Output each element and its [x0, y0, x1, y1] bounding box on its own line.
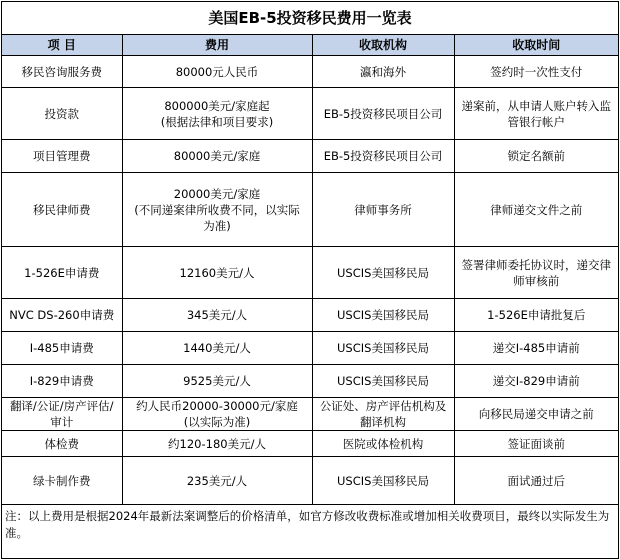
cell-time-line: 1-526E申请批复后 — [487, 308, 586, 322]
cell-time-line: 锁定名额前 — [507, 149, 565, 163]
cell-time-line: 签约时一次性支付 — [490, 64, 583, 79]
cell-fee-line: (不同递案律所收费不同，以实际 — [134, 202, 300, 217]
cell-item-line: 审计 — [50, 415, 74, 429]
header-time: 收取时间 — [454, 35, 618, 56]
cell-time-line: 师审核前 — [513, 273, 560, 288]
cell-time — [454, 299, 618, 332]
table-row — [2, 247, 618, 299]
cell-fee-line: 345美元/人 — [186, 308, 248, 322]
cell-fee-line: 1440美元/人 — [183, 341, 251, 355]
cell-fee — [122, 365, 312, 398]
cell-item — [2, 332, 122, 365]
cell-item-line: 绿卡制作费 — [33, 473, 91, 488]
cell-fee — [122, 332, 312, 365]
cell-time — [454, 457, 618, 505]
table-row — [2, 457, 618, 505]
cell-time-line: 递交I-485申请前 — [492, 341, 580, 355]
cell-item — [2, 247, 122, 299]
cell-time-line: 签署律师委托协议时，递交律 — [461, 257, 611, 272]
cell-org-line: EB-5投资移民项目公司 — [323, 149, 443, 163]
cell-org-line: 瀛和海外 — [360, 64, 406, 79]
cell-time-line: 管银行帐户 — [507, 114, 565, 129]
cell-item-line: I-829申请费 — [29, 374, 94, 388]
table-row — [2, 173, 618, 247]
footnote: 注：以上费用是根据2024年最新法案调整后的价格清单，如官方修改收费标准或增加相关收费项目，最终以实际发生为准。 — [5, 509, 610, 540]
cell-org — [312, 365, 454, 398]
table-header-row — [2, 35, 618, 56]
cell-fee-line: 20000美元/家庭 — [173, 186, 261, 201]
table-row — [2, 299, 618, 332]
cell-fee — [122, 88, 312, 140]
header-fee: 费用 — [122, 35, 312, 56]
cell-fee-line: 12160美元/人 — [179, 265, 255, 280]
cell-fee — [122, 398, 312, 431]
cell-item-line: 移民律师费 — [33, 202, 91, 217]
cell-item-line: NVC DS-260申请费 — [9, 308, 115, 322]
fee-table-sheet — [1, 1, 619, 559]
cell-fee-line: 80000元人民币 — [175, 64, 259, 79]
cell-time — [454, 247, 618, 299]
cell-fee — [122, 173, 312, 247]
cell-org — [312, 398, 454, 431]
cell-fee-line: 9525美元/人 — [183, 374, 251, 388]
cell-item-line: 1-526E申请费 — [24, 265, 100, 280]
cell-org — [312, 332, 454, 365]
cell-time — [454, 398, 618, 431]
cell-time — [454, 88, 618, 140]
cell-time-line: 签证面谈前 — [507, 436, 565, 451]
cell-item-line: 翻译/公证/房产评估/ — [9, 399, 114, 413]
cell-org — [312, 457, 454, 505]
cell-org-line: EB-5投资移民项目公司 — [323, 106, 443, 121]
cell-fee-line: (以实际为准) — [183, 415, 251, 429]
cell-item-line: 体检费 — [44, 436, 79, 451]
cell-time-line: 递案前，从申请人账户转入监 — [461, 98, 611, 113]
cell-org-line: USCIS美国移民局 — [337, 308, 429, 322]
cell-time — [454, 365, 618, 398]
cell-time-line: 递交I-829申请前 — [492, 374, 580, 388]
cell-fee — [122, 431, 312, 457]
cell-item-line: 移民咨询服务费 — [21, 64, 102, 79]
cell-fee-line: 约人民币20000-30000元/家庭 — [136, 399, 298, 413]
table-title: 美国EB-5投资移民费用一览表 — [2, 2, 618, 35]
cell-org — [312, 431, 454, 457]
cell-item-line: 项目管理费 — [33, 149, 91, 163]
cell-fee — [122, 457, 312, 505]
cell-org-line: USCIS美国移民局 — [337, 374, 429, 388]
cell-item — [2, 56, 122, 88]
cell-time — [454, 332, 618, 365]
cell-org-line: USCIS美国移民局 — [337, 341, 429, 355]
cell-item — [2, 398, 122, 431]
table-row — [2, 56, 618, 88]
cell-item-line: 投资款 — [44, 106, 79, 121]
fee-table — [2, 35, 618, 505]
cell-org — [312, 247, 454, 299]
cell-item — [2, 365, 122, 398]
table-row — [2, 88, 618, 140]
cell-fee-line: 为准) — [203, 218, 231, 233]
cell-fee — [122, 299, 312, 332]
cell-fee — [122, 140, 312, 173]
cell-org-line: USCIS美国移民局 — [337, 265, 429, 280]
cell-org-line: 律师事务所 — [354, 202, 412, 217]
cell-time-line: 面试通过后 — [507, 473, 565, 488]
cell-fee-line: 约120-180美元/人 — [168, 436, 266, 451]
cell-org — [312, 56, 454, 88]
table-row — [2, 398, 618, 431]
cell-fee-line: 80000美元/家庭 — [173, 149, 261, 163]
cell-item — [2, 457, 122, 505]
cell-org — [312, 299, 454, 332]
table-row — [2, 365, 618, 398]
cell-time — [454, 431, 618, 457]
cell-item — [2, 88, 122, 140]
cell-org-line: 公证处、房产评估机构及 — [319, 399, 447, 413]
cell-item — [2, 140, 122, 173]
cell-time — [454, 56, 618, 88]
table-row — [2, 140, 618, 173]
table-row — [2, 332, 618, 365]
cell-item-line: I-485申请费 — [29, 341, 94, 355]
cell-org — [312, 140, 454, 173]
cell-org — [312, 88, 454, 140]
cell-fee-line: (根据法律和项目要求) — [160, 114, 274, 129]
cell-org-line: 翻译机构 — [360, 415, 406, 429]
cell-time — [454, 140, 618, 173]
cell-org-line: USCIS美国移民局 — [337, 473, 429, 488]
cell-time-line: 律师递交文件之前 — [490, 202, 583, 217]
header-org: 收取机构 — [312, 35, 454, 56]
cell-org-line: 医院或体检机构 — [342, 436, 424, 451]
cell-fee — [122, 56, 312, 88]
cell-time-line: 向移民局递交申请之前 — [478, 407, 594, 421]
cell-item — [2, 173, 122, 247]
table-row — [2, 431, 618, 457]
cell-item — [2, 299, 122, 332]
cell-item — [2, 431, 122, 457]
cell-fee-line: 235美元/人 — [186, 473, 248, 488]
cell-time — [454, 173, 618, 247]
cell-org — [312, 173, 454, 247]
cell-fee-line: 800000美元/家庭起 — [164, 98, 270, 113]
header-item: 项 目 — [2, 35, 122, 56]
cell-fee — [122, 247, 312, 299]
